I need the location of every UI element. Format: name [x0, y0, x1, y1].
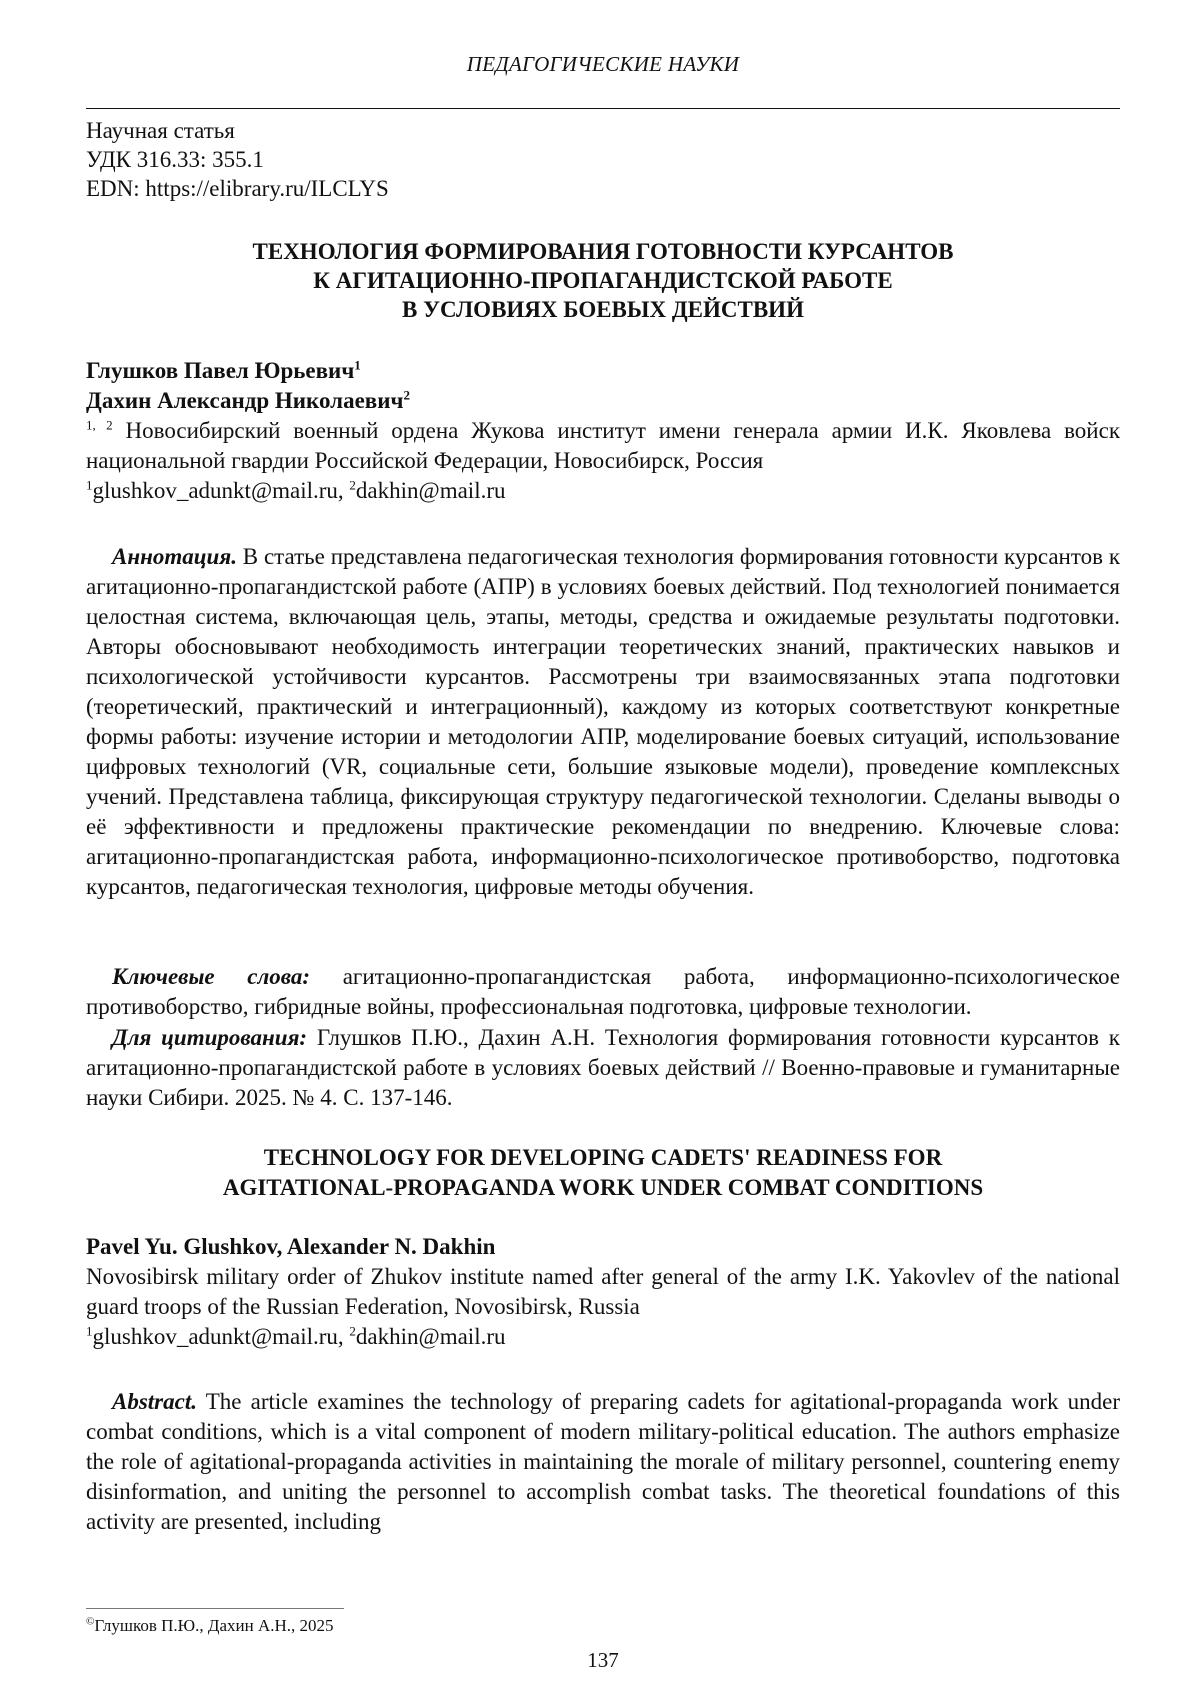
authors-ru: [86, 356, 1120, 506]
email-1[interactable]: glushkov_adunkt@mail.ru,: [92, 1324, 350, 1349]
keywords-label: Ключевые слова:: [112, 964, 311, 989]
annotation: [86, 542, 1120, 902]
email-2[interactable]: dakhin@mail.ru: [355, 1324, 506, 1349]
footnote-rule: [86, 1608, 344, 1609]
author-2-sup: 2: [403, 387, 410, 403]
email-2[interactable]: dakhin@mail.ru: [355, 478, 506, 503]
affiliation-text: Новосибирский военный ордена Жукова институт имени генерала армии И.К. Яковлева войск национальной гвардии Российской Федерации, Новосибирск, Россия: [86, 418, 1121, 473]
annotation-text: В статье представлена педагогическая технология формирования готовности курсантов к агитационно-пропагандистской работе (АПР) в условиях боевых действий. Под технологией понимается целостная система, включающая цель, этапы, методы, средства и ожидаемые результаты подготовки. Авторы обосновывают необходимость интеграции теоретических знаний, практических навыков и психологической устойчивости курсантов. Рассмотрены три взаимосвязанных этапа подготовки (теоретический, практический и интеграционный), каждому из которых соответствуют конкретные формы работы: изучение истории и методологии АПР, моделирование боевых ситуаций, использование цифровых технологий (VR, социальные сети, большие языковые модели), проведение комплексных учений. Представлена таблица, фиксирующая структуру педагогической технологии. Сделаны выводы о её эффективности и предложены практические рекомендации по внедрению. Ключевые слова: агитационно-пропагандистская работа, информационно-психологическое противоборство, подготовка курсантов, педагогическая технология, цифровые методы обучения.: [86, 544, 1120, 899]
page-number: 137: [587, 1648, 619, 1672]
emails-ru: [86, 476, 1120, 506]
citation-text: Глушков П.Ю., Дахин А.Н. Технология формирования готовности курсантов к агитационно-пропагандистской работе в условиях боевых действий // Военно-правовые и гуманитарные науки Сибири. 2025. № 4. С. 137-146.: [86, 1025, 1120, 1110]
running-head: ПЕДАГОГИЧЕСКИЕ НАУКИ: [466, 52, 740, 76]
abstract-label: Abstract.: [112, 1389, 197, 1414]
author-names-en: Pavel Yu. Glushkov, Alexander N. Dakhin: [86, 1234, 496, 1259]
annotation-label: Аннотация.: [112, 544, 237, 569]
authors-en: [86, 1232, 1120, 1352]
abstract-text: The article examines the technology of preparing cadets for agitational-propaganda work under combat conditions, which is a vital component of modern military-political education. The authors emphasize the role of agitational-propaganda activities in maintaining the morale of military personnel, countering enemy disinformation, and uniting the personnel to accomplish combat tasks. The theoretical foundations of this activity are presented, including: [86, 1389, 1120, 1534]
keywords-text: агитационно-пропагандистская работа, информационно-психологическое противоборство, гибридные войны, профессиональная подготовка, цифровые технологии.: [86, 964, 1120, 1019]
copyright-text: Глушков П.Ю., Дахин А.Н., 2025: [94, 1616, 334, 1635]
abstract: [86, 1387, 1120, 1537]
copyright-footnote: [86, 1616, 334, 1636]
article-meta: [86, 116, 389, 203]
article-title-en: [86, 1143, 1120, 1203]
title-ru-line: В УСЛОВИЯХ БОЕВЫХ ДЕЙСТВИЙ: [402, 297, 804, 322]
title-en-line: AGITATIONAL-PROPAGANDA WORK UNDER COMBAT CONDITIONS: [222, 1175, 984, 1200]
email-2-sup: 2: [349, 477, 356, 493]
title-ru-line: ТЕХНОЛОГИЯ ФОРМИРОВАНИЯ ГОТОВНОСТИ КУРСАНТОВ: [252, 239, 954, 264]
author-2: [86, 386, 1120, 416]
article-title-ru: [86, 237, 1120, 324]
title-ru-line: К АГИТАЦИОННО-ПРОПАГАНДИСТСКОЙ РАБОТЕ: [313, 268, 893, 293]
emails-en: [86, 1322, 1120, 1352]
citation: [86, 1023, 1120, 1113]
affiliation-en: Novosibirsk military order of Zhukov institute named after general of the army I.K. Yakovlev of the national guard troops of the Russian Federation, Novosibirsk, Russia: [86, 1264, 1120, 1319]
udk-code: УДК 316.33: 355.1: [86, 147, 264, 172]
author-1: [86, 356, 1120, 386]
article-type: Научная статья: [86, 118, 235, 143]
citation-label: Для цитирования:: [112, 1025, 308, 1050]
header-rule: [86, 108, 1120, 109]
email-1-sup: 1: [86, 1323, 93, 1339]
email-2-sup: 2: [349, 1323, 356, 1339]
email-1-sup: 1: [86, 477, 93, 493]
author-2-name: Дахин Александр Николаевич: [86, 388, 404, 413]
affiliation-ru: [86, 416, 1120, 476]
author-1-name: Глушков Павел Юрьевич: [86, 358, 355, 383]
title-en-line: TECHNOLOGY FOR DEVELOPING CADETS' READINESS FOR: [263, 1145, 943, 1170]
edn-link[interactable]: EDN: https://elibrary.ru/ILCLYS: [86, 176, 389, 201]
affiliation-sup: 1, 2: [86, 417, 113, 433]
keywords: [86, 962, 1120, 1022]
email-1[interactable]: glushkov_adunkt@mail.ru,: [92, 478, 350, 503]
copyright-sup: ©: [86, 1615, 95, 1628]
author-1-sup: 1: [354, 357, 361, 373]
